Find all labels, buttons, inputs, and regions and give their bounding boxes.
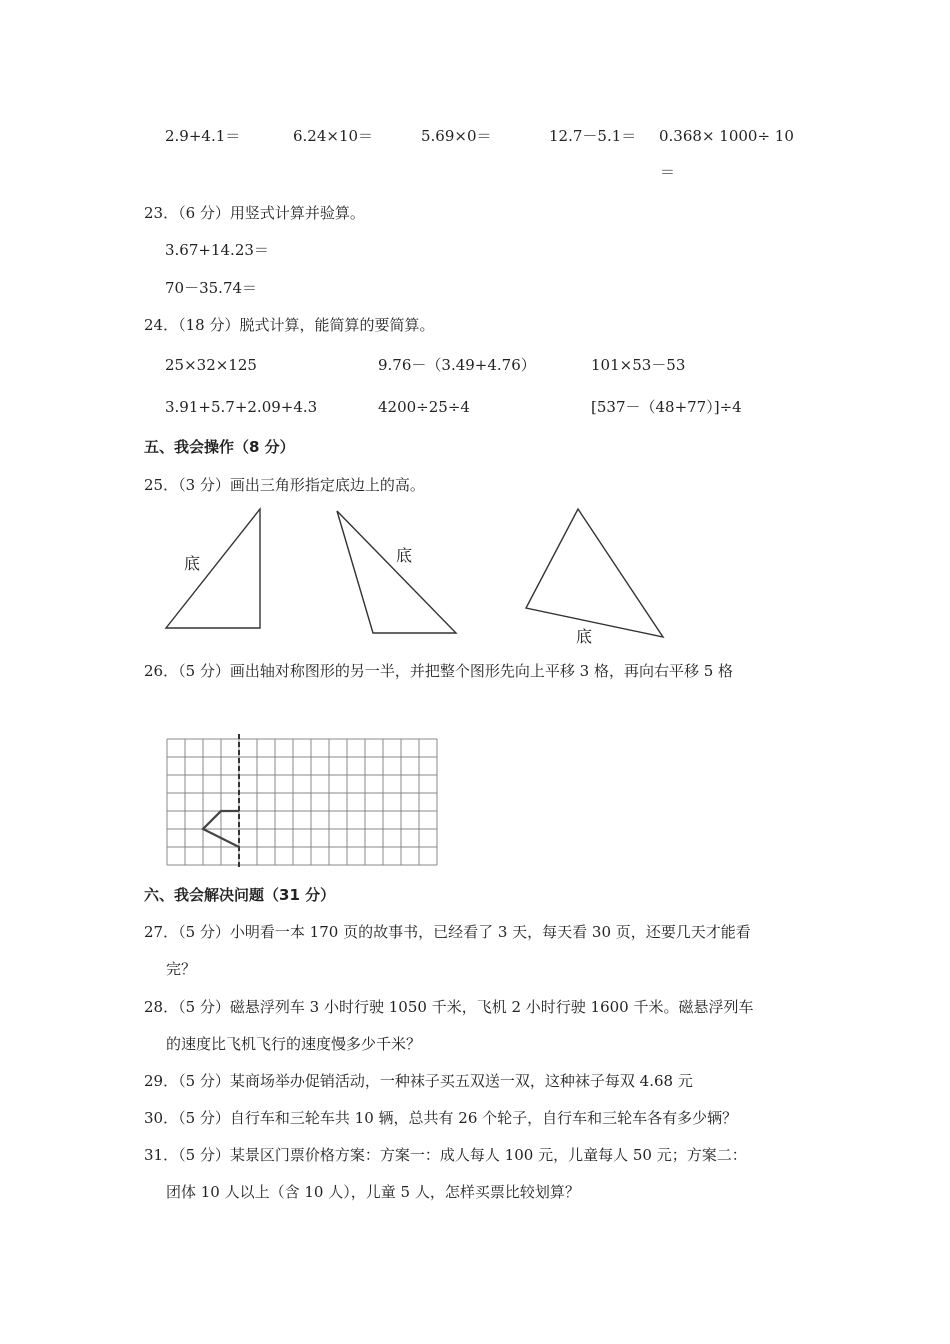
question-26-title: 26．（5 分）画出轴对称图形的另一半，并把整个图形先向上平移 3 格，再向右平移 5 格 — [144, 662, 734, 680]
section-6-heading: 六、我会解决问题（31 分） — [144, 886, 336, 904]
calc-expression-1: 2.9+4.1＝ — [165, 127, 241, 145]
question-31-line-1: 31．（5 分）某景区门票价格方案：方案一：成人每人 100 元，儿童每人 50 元；方案二： — [144, 1146, 747, 1164]
question-27-line-1: 27．（5 分）小明看一本 170 页的故事书，已经看了 3 天，每天看 30 页，还要几天才能看 — [144, 923, 751, 941]
question-27-line-2: 完？ — [166, 960, 197, 978]
question-30-text: 30．（5 分）自行车和三轮车共 10 辆，总共有 26 个轮子，自行车和三轮车各有多少辆？ — [144, 1109, 738, 1127]
question-24-expression: 4200÷25÷4 — [378, 398, 470, 416]
triangle-2-base-label: 底 — [396, 546, 413, 565]
question-28-line-1: 28．（5 分）磁悬浮列车 3 小时行驶 1050 千米，飞机 2 小时行驶 1600 千米。磁悬浮列车 — [144, 998, 754, 1016]
question-29-text: 29．（5 分）某商场举办促销活动，一种袜子买五双送一双，这种袜子每双 4.68 元 — [144, 1072, 693, 1090]
question-31-line-2: 团体 10 人以上（含 10 人），儿童 5 人，怎样买票比较划算？ — [166, 1183, 580, 1201]
question-23-expression-1: 3.67+14.23＝ — [165, 241, 269, 259]
calc-expression-5-equals: ＝ — [660, 163, 676, 181]
question-24-expression: [537－（48+77）]÷4 — [591, 398, 742, 416]
question-23-expression-2: 70－35.74＝ — [165, 279, 258, 297]
triangle-2 — [337, 511, 456, 633]
calc-expression-2: 6.24×10＝ — [293, 127, 374, 145]
question-24-expression: 101×53－53 — [591, 356, 686, 374]
question-28-line-2: 的速度比飞机飞行的速度慢多少千米？ — [166, 1035, 422, 1053]
triangle-3 — [526, 509, 663, 637]
question-25-title: 25．（3 分）画出三角形指定底边上的高。 — [144, 476, 425, 494]
triangle-1-base-label: 底 — [184, 554, 201, 573]
calc-expression-3: 5.69×0＝ — [421, 127, 492, 145]
calc-expression-5: 0.368× 1000÷ 10 — [659, 127, 794, 145]
triangle-1 — [166, 509, 260, 628]
question-24-expression: 9.76－（3.49+4.76） — [378, 356, 536, 374]
calc-expression-4: 12.7－5.1＝ — [549, 127, 637, 145]
section-5-heading: 五、我会操作（8 分） — [144, 438, 295, 456]
question-24-expression: 3.91+5.7+2.09+4.3 — [165, 398, 318, 416]
question-23-title: 23．（6 分）用竖式计算并验算。 — [144, 204, 365, 222]
square-grid — [167, 739, 437, 865]
question-24-expression: 25×32×125 — [165, 356, 257, 374]
triangle-3-base-label: 底 — [576, 627, 593, 646]
question-24-title: 24．（18 分）脱式计算，能简算的要简算。 — [144, 316, 435, 334]
